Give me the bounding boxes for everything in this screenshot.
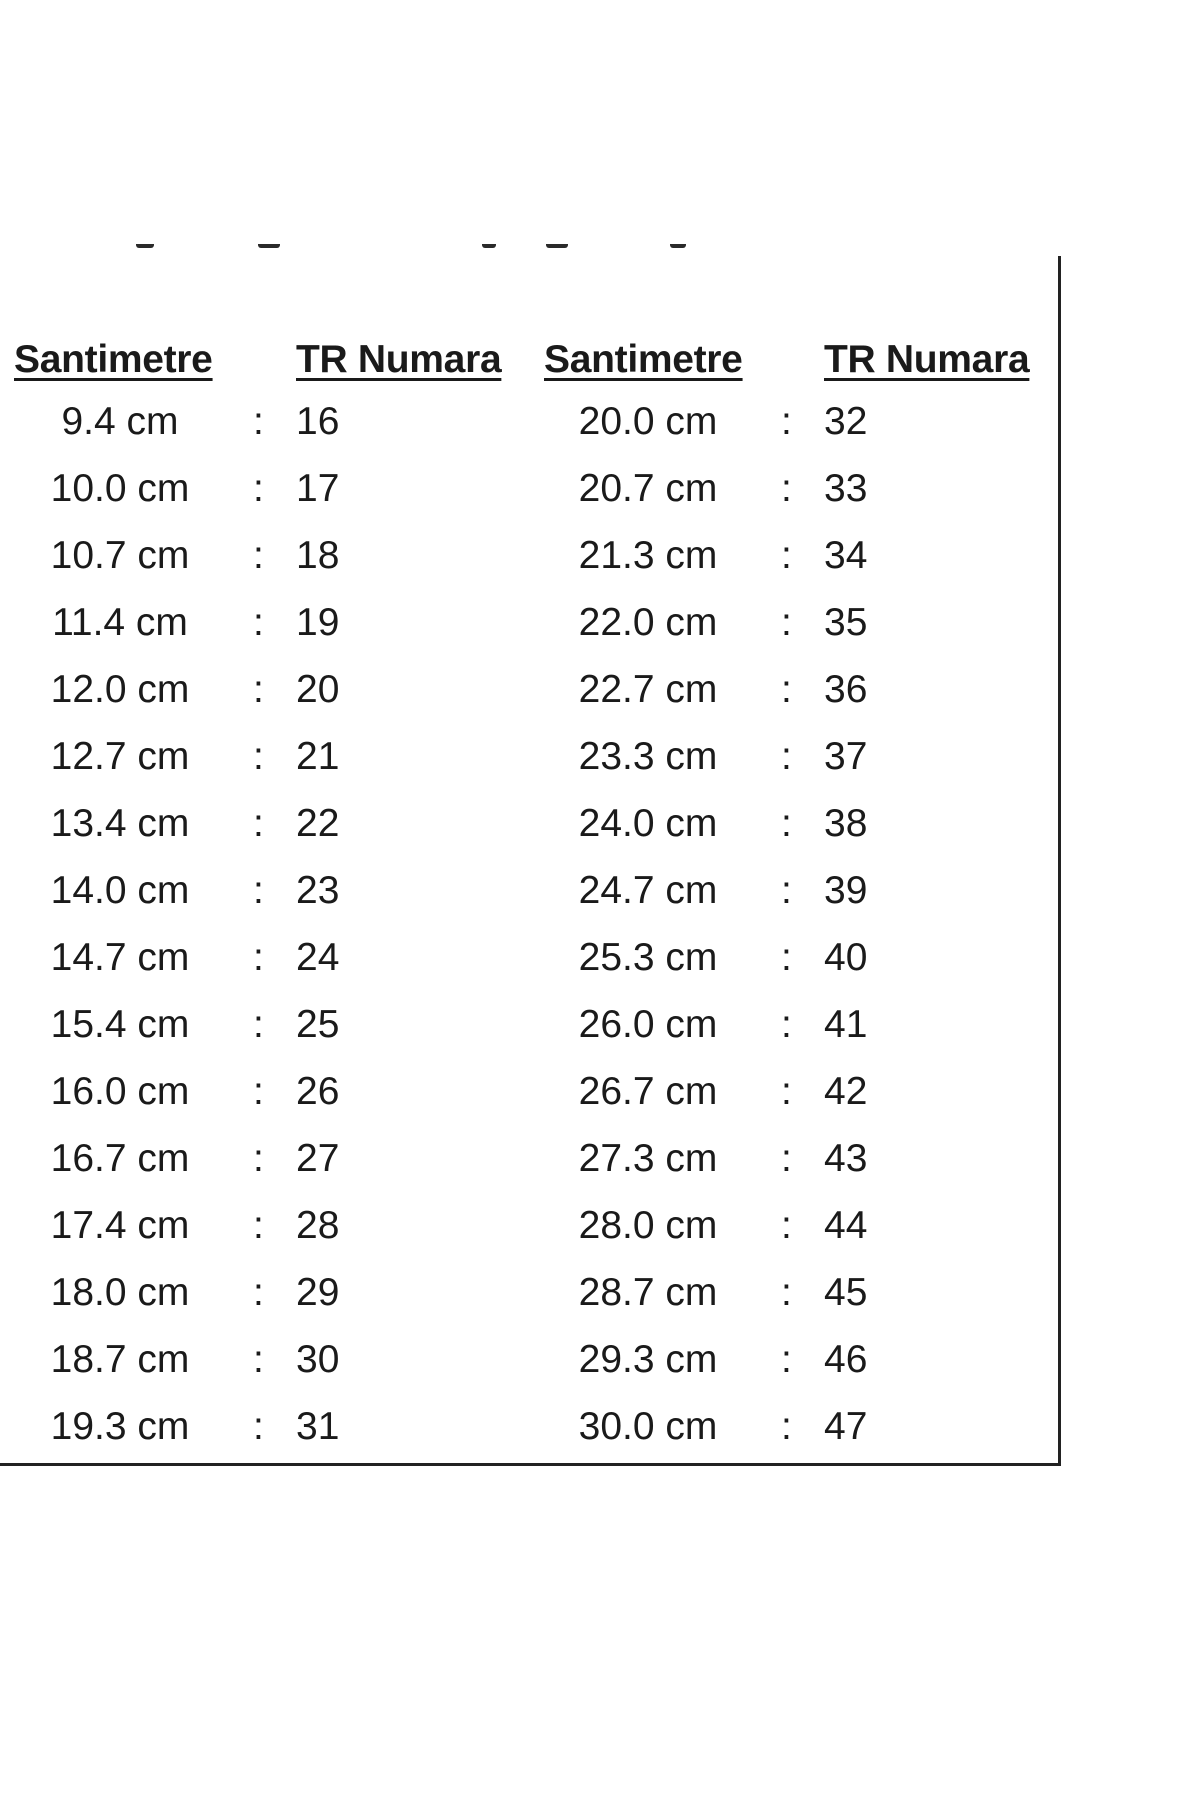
left-tr-number: 19 xyxy=(296,601,340,644)
right-tr-number: 35 xyxy=(824,601,868,644)
left-cm-value: 10.0 cm xyxy=(50,467,190,510)
left-separator: : xyxy=(253,1137,264,1180)
left-cm-value: 16.7 cm xyxy=(50,1137,190,1180)
left-tr-number: 20 xyxy=(296,668,340,711)
table-row xyxy=(0,1271,1058,1338)
table-row xyxy=(0,1137,1058,1204)
table-row xyxy=(0,467,1058,534)
right-cm-value: 22.0 cm xyxy=(578,601,718,644)
right-cm-value: 24.0 cm xyxy=(578,802,718,845)
right-tr-number: 36 xyxy=(824,668,868,711)
left-separator: : xyxy=(253,467,264,510)
right-cm-value: 25.3 cm xyxy=(578,936,718,979)
left-separator: : xyxy=(253,534,264,577)
table-row xyxy=(0,936,1058,1003)
left-separator: : xyxy=(253,1204,264,1247)
table-row xyxy=(0,1204,1058,1271)
left-tr-number: 28 xyxy=(296,1204,340,1247)
left-tr-number: 25 xyxy=(296,1003,340,1046)
header-right-tr-numara: TR Numara xyxy=(824,338,1030,381)
left-cm-value: 12.7 cm xyxy=(50,735,190,778)
right-separator: : xyxy=(781,1338,792,1381)
right-cm-value: 21.3 cm xyxy=(578,534,718,577)
right-separator: : xyxy=(781,400,792,443)
left-tr-number: 16 xyxy=(296,400,340,443)
right-separator: : xyxy=(781,1070,792,1113)
header-left-tr-numara: TR Numara xyxy=(296,338,502,381)
left-separator: : xyxy=(253,802,264,845)
left-cm-value: 14.7 cm xyxy=(50,936,190,979)
left-tr-number: 31 xyxy=(296,1405,340,1448)
right-cm-value: 20.0 cm xyxy=(578,400,718,443)
left-tr-number: 27 xyxy=(296,1137,340,1180)
left-separator: : xyxy=(253,1070,264,1113)
left-tr-number: 29 xyxy=(296,1271,340,1314)
left-separator: : xyxy=(253,1405,264,1448)
right-cm-value: 28.0 cm xyxy=(578,1204,718,1247)
left-separator: : xyxy=(253,936,264,979)
right-tr-number: 45 xyxy=(824,1271,868,1314)
right-tr-number: 47 xyxy=(824,1405,868,1448)
right-tr-number: 38 xyxy=(824,802,868,845)
table-row xyxy=(0,802,1058,869)
right-tr-number: 34 xyxy=(824,534,868,577)
right-separator: : xyxy=(781,1204,792,1247)
table-row xyxy=(0,1405,1058,1472)
right-separator: : xyxy=(781,668,792,711)
right-tr-number: 37 xyxy=(824,735,868,778)
right-cm-value: 22.7 cm xyxy=(578,668,718,711)
left-separator: : xyxy=(253,601,264,644)
table-border-right xyxy=(1058,256,1061,1466)
left-separator: : xyxy=(253,735,264,778)
left-cm-value: 16.0 cm xyxy=(50,1070,190,1113)
right-cm-value: 27.3 cm xyxy=(578,1137,718,1180)
left-cm-value: 18.0 cm xyxy=(50,1271,190,1314)
left-separator: : xyxy=(253,869,264,912)
right-tr-number: 40 xyxy=(824,936,868,979)
left-cm-value: 11.4 cm xyxy=(52,601,188,644)
left-separator: : xyxy=(253,1003,264,1046)
right-separator: : xyxy=(781,1405,792,1448)
right-tr-number: 46 xyxy=(824,1338,868,1381)
left-separator: : xyxy=(253,1338,264,1381)
table-row xyxy=(0,869,1058,936)
right-separator: : xyxy=(781,1003,792,1046)
right-cm-value: 24.7 cm xyxy=(578,869,718,912)
left-cm-value: 15.4 cm xyxy=(50,1003,190,1046)
right-separator: : xyxy=(781,869,792,912)
left-tr-number: 30 xyxy=(296,1338,340,1381)
right-separator: : xyxy=(781,601,792,644)
left-cm-value: 18.7 cm xyxy=(50,1338,190,1381)
right-cm-value: 29.3 cm xyxy=(578,1338,718,1381)
left-tr-number: 23 xyxy=(296,869,340,912)
left-tr-number: 18 xyxy=(296,534,340,577)
left-separator: : xyxy=(253,1271,264,1314)
left-tr-number: 17 xyxy=(296,467,340,510)
right-tr-number: 32 xyxy=(824,400,868,443)
cropped-title-remnants xyxy=(0,244,1060,264)
right-separator: : xyxy=(781,1271,792,1314)
right-cm-value: 23.3 cm xyxy=(578,735,718,778)
left-cm-value: 9.4 cm xyxy=(61,400,179,443)
right-cm-value: 28.7 cm xyxy=(578,1271,718,1314)
left-cm-value: 12.0 cm xyxy=(50,668,190,711)
table-row xyxy=(0,1070,1058,1137)
size-table-body xyxy=(0,400,1058,1472)
left-cm-value: 14.0 cm xyxy=(50,869,190,912)
table-row xyxy=(0,400,1058,467)
right-cm-value: 26.0 cm xyxy=(578,1003,718,1046)
table-header xyxy=(0,338,1058,388)
right-tr-number: 41 xyxy=(824,1003,868,1046)
table-row xyxy=(0,735,1058,802)
right-separator: : xyxy=(781,467,792,510)
right-separator: : xyxy=(781,735,792,778)
table-row xyxy=(0,668,1058,735)
right-cm-value: 26.7 cm xyxy=(578,1070,718,1113)
right-separator: : xyxy=(781,936,792,979)
right-tr-number: 43 xyxy=(824,1137,868,1180)
right-tr-number: 42 xyxy=(824,1070,868,1113)
right-separator: : xyxy=(781,802,792,845)
table-row xyxy=(0,1003,1058,1070)
table-row xyxy=(0,601,1058,668)
right-cm-value: 20.7 cm xyxy=(578,467,718,510)
left-cm-value: 13.4 cm xyxy=(50,802,190,845)
left-cm-value: 17.4 cm xyxy=(50,1204,190,1247)
right-tr-number: 33 xyxy=(824,467,868,510)
left-cm-value: 10.7 cm xyxy=(50,534,190,577)
right-tr-number: 44 xyxy=(824,1204,868,1247)
left-separator: : xyxy=(253,400,264,443)
left-tr-number: 26 xyxy=(296,1070,340,1113)
header-right-santimetre: Santimetre xyxy=(544,338,743,381)
right-tr-number: 39 xyxy=(824,869,868,912)
right-cm-value: 30.0 cm xyxy=(578,1405,718,1448)
left-tr-number: 21 xyxy=(296,735,340,778)
header-left-santimetre: Santimetre xyxy=(14,338,213,381)
left-cm-value: 19.3 cm xyxy=(50,1405,190,1448)
table-row xyxy=(0,534,1058,601)
table-row xyxy=(0,1338,1058,1405)
left-tr-number: 24 xyxy=(296,936,340,979)
right-separator: : xyxy=(781,534,792,577)
left-tr-number: 22 xyxy=(296,802,340,845)
left-separator: : xyxy=(253,668,264,711)
right-separator: : xyxy=(781,1137,792,1180)
